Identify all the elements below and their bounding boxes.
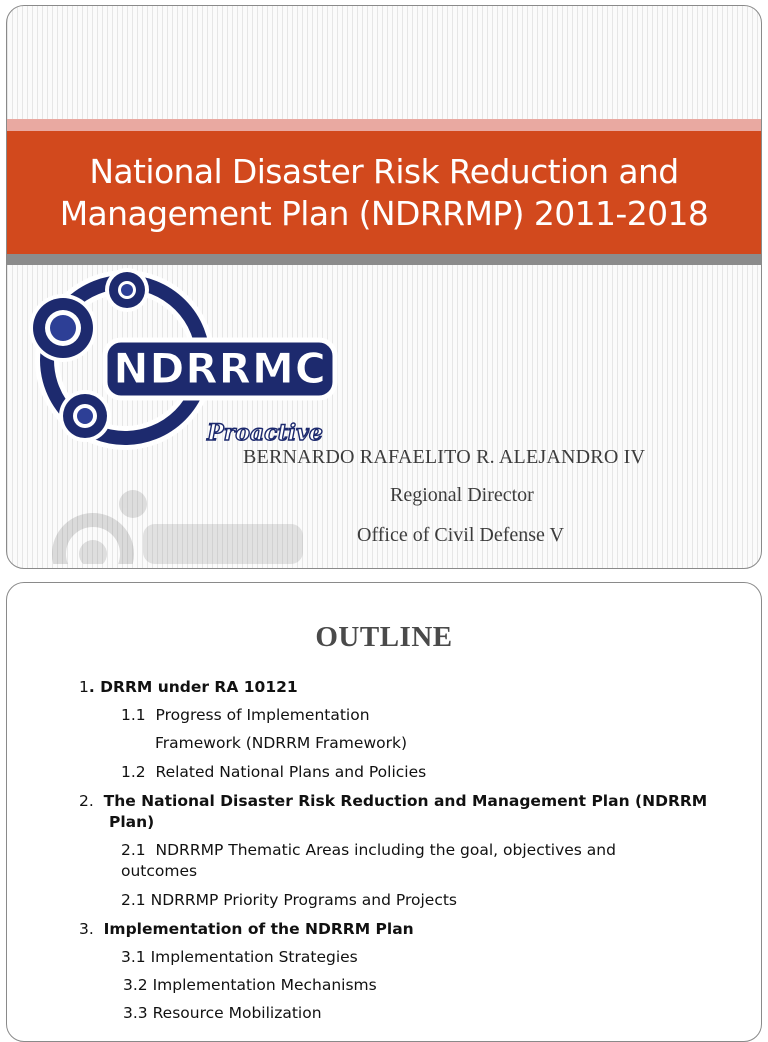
outline-item-1-2 — [121, 762, 426, 783]
accent-strip-top — [7, 119, 761, 131]
outline-label: Resource Mobilization — [152, 1004, 322, 1022]
logo-tagline: Proactive — [207, 420, 323, 446]
logo-text: NDRRMC — [113, 344, 327, 393]
presenter-office: Office of Civil Defense V — [357, 524, 564, 546]
ndrrmc-logo — [15, 268, 345, 458]
outline-item-2 — [79, 791, 707, 812]
accent-strip-bottom — [7, 254, 761, 265]
outline-item-1-1 — [121, 705, 370, 726]
outline-number: 1.1 — [121, 706, 146, 724]
outline-item-3-2 — [123, 975, 377, 996]
outline-label: . DRRM under RA 10121 — [88, 678, 298, 696]
outline-item-3 — [79, 919, 414, 940]
outline-title: OUTLINE — [315, 621, 453, 653]
outline-item-2-1 — [121, 840, 616, 861]
outline-item-1 — [79, 677, 298, 698]
slide-title-line-1: National Disaster Risk Reduction and — [89, 151, 679, 191]
outline-number: 3.3 — [123, 1004, 148, 1022]
outline-label: Related National Plans and Policies — [155, 763, 427, 781]
outline-item-3-3 — [123, 1003, 322, 1024]
outline-slide — [6, 582, 762, 1042]
outline-item-1-1-cont — [155, 733, 407, 754]
outline-item-2-1-cont: outcomes — [121, 862, 198, 880]
outline-label: The National Disaster Risk Reduction and Management Plan (NDRRM — [103, 792, 708, 810]
outline-number: 2.1 — [121, 891, 146, 909]
presenter-name: BERNARDO RAFAELITO R. ALEJANDRO IV — [243, 446, 646, 468]
outline-number: 3.2 — [123, 976, 148, 994]
outline-number: 1.2 — [121, 763, 146, 781]
outline-item-2-1b — [121, 890, 457, 911]
logo-reflection-image — [33, 484, 333, 564]
outline-number: 2.1 — [121, 841, 146, 859]
title-banner — [7, 131, 761, 254]
outline-label: Implementation Mechanisms — [152, 976, 377, 994]
outline-label: Framework (NDRRM Framework) — [155, 734, 407, 752]
outline-item-2-cont: Plan) — [109, 813, 155, 831]
outline-label: Implementation Strategies — [150, 948, 358, 966]
outline-number: 3.1 — [121, 948, 146, 966]
title-slide — [6, 5, 762, 569]
outline-number: 3. — [79, 920, 94, 938]
presenter-role: Regional Director — [390, 484, 534, 506]
outline-number: 2. — [79, 792, 94, 810]
outline-label: NDRRMP Priority Programs and Projects — [150, 891, 457, 909]
slide-title-line-2: Management Plan (NDRRMP) 2011-2018 — [59, 193, 709, 233]
outline-item-3-1 — [121, 947, 358, 968]
outline-label: NDRRMP Thematic Areas including the goal, objectives and — [155, 841, 616, 859]
outline-number: 1 — [79, 678, 89, 696]
outline-label: Implementation of the NDRRM Plan — [103, 920, 414, 938]
outline-label: Progress of Implementation — [155, 706, 370, 724]
